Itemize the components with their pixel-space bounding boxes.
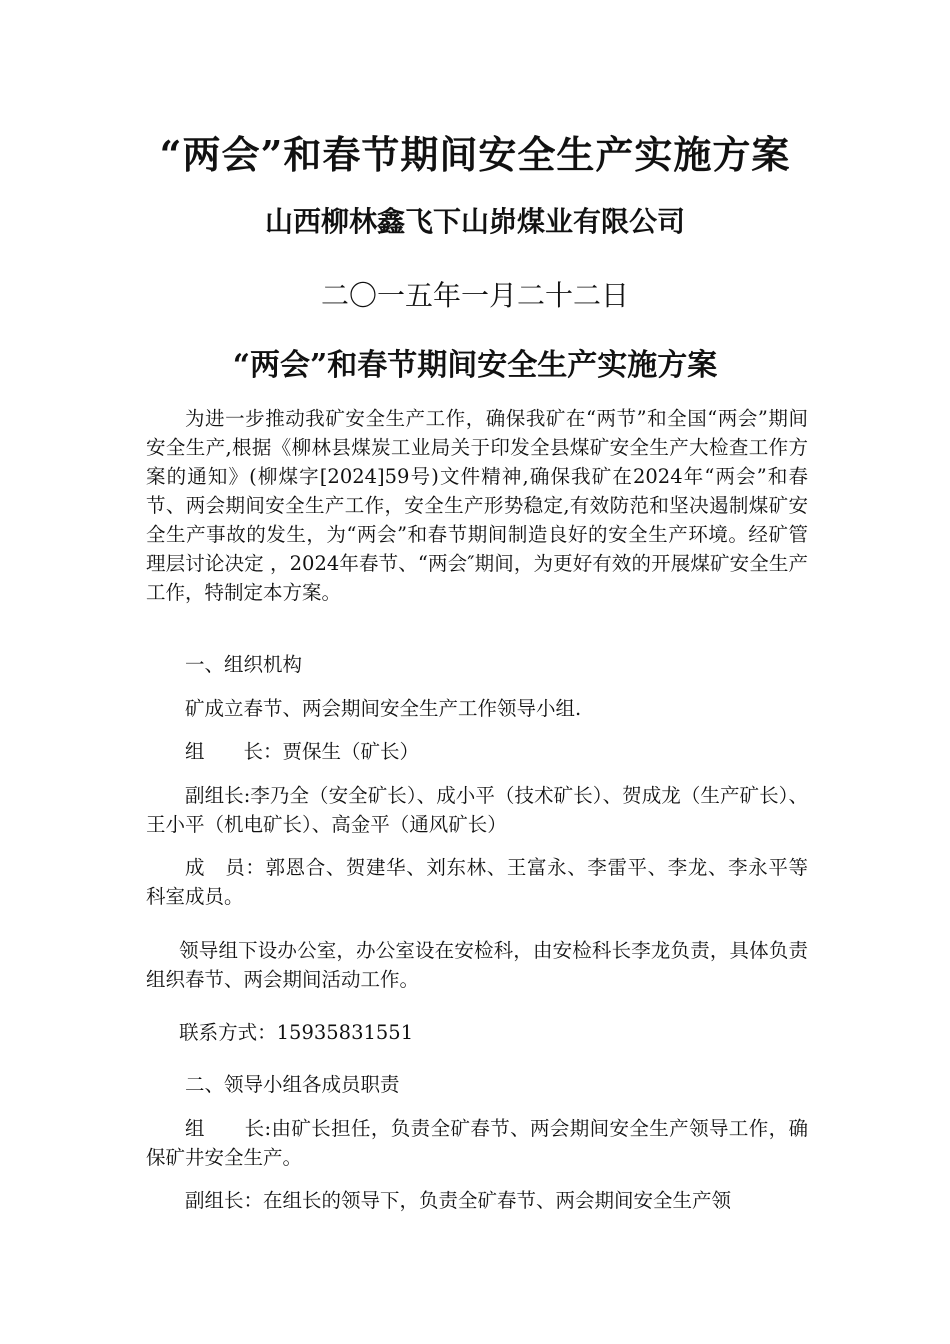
members-paragraph: 成 员：郭恩合、贺建华、刘东林、王富永、李雷平、李龙、李永平等科室成员。 (146, 856, 808, 908)
section-heading-org: 一、组织机构 (185, 653, 303, 676)
intro-paragraph: 为进一步推动我矿安全生产工作，确保我矿在“两节”和全国“两会”期间安全生产,根据《柳林县煤炭工业局关于印发全县煤矿安全生产大检查工作方案的通知》(柳煤字[2024]59号)文件精神,确保我矿在2024年“两会”和春节、两会期间安全生产工作，安全生产形势稳定,有效防范和坚决遏制煤矿安全生产事故的发生，为“两会”和春节期间制造良好的安全生产环境。经矿管理层讨论决定 ，2024年春节、“两会″期间，为更好有效的开展煤矿安全生产工作，特制定本方案。 (146, 407, 808, 604)
document-date: 二〇一五年一月二十二日 (320, 279, 629, 312)
office-paragraph: 领导组下设办公室，办公室设在安检科，由安检科长李龙负责，具体负责组织春节、两会期间活动工作。 (146, 939, 808, 991)
contact-line: 联系方式：15935831551 (179, 1021, 414, 1044)
document-title: “两会”和春节期间安全生产实施方案 (159, 132, 791, 177)
deputy-paragraph: 副组长:李乃全（安全矿长）、成小平（技术矿长）、贺成龙（生产矿长）、王小平（机电矿长）、高金平（通风矿长） (146, 784, 808, 836)
leader-line: 组 长：贾保生（矿长） (185, 740, 420, 763)
section-heading-duties: 二、领导小组各成员职责 (185, 1073, 400, 1096)
company-name: 山西柳林鑫飞下山峁煤业有限公司 (264, 205, 685, 238)
leader-duty-paragraph: 组 长:由矿长担任，负责全矿春节、两会期间安全生产领导工作，确保矿井安全生产。 (146, 1117, 808, 1169)
section-title: “两会”和春节期间安全生产实施方案 (232, 348, 718, 383)
group-setup-paragraph: 矿成立春节、两会期间安全生产工作领导小组. (185, 697, 582, 720)
deputy-duty-paragraph: 副组长：在组长的领导下，负责全矿春节、两会期间安全生产领 (185, 1189, 732, 1212)
